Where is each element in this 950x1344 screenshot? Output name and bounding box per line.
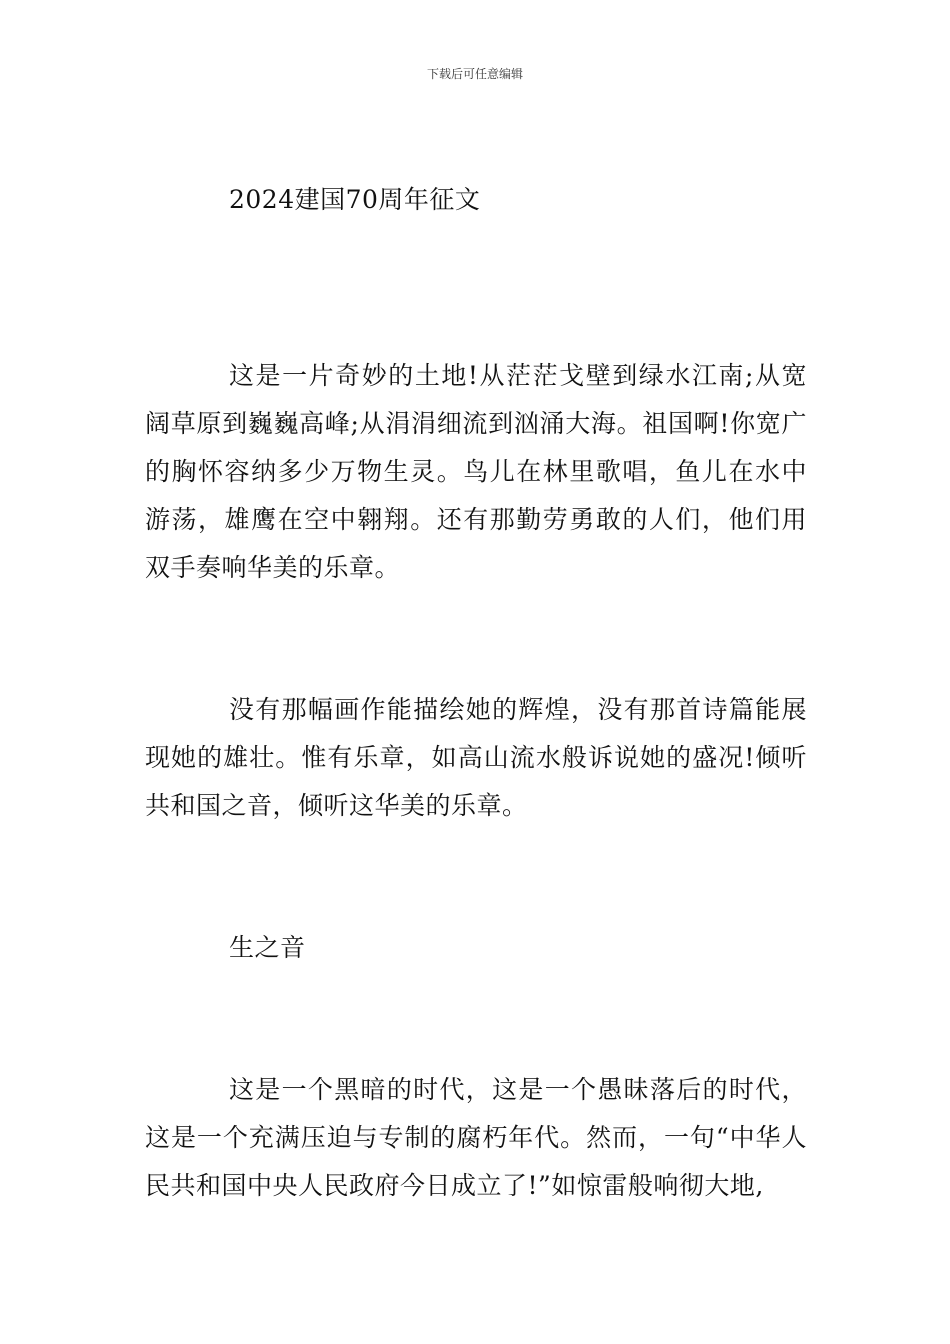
section-subtitle: 生之音	[229, 933, 306, 962]
spacer	[145, 220, 807, 352]
spacer	[145, 972, 807, 1066]
spacer	[145, 830, 807, 924]
paragraph-3: 这是一个黑暗的时代，这是一个愚昧落后的时代，这是一个充满压迫与专制的腐朽年代。然而，一句“中华人民共和国中央人民政府今日成立了!”如惊雷般响彻大地,	[145, 1075, 807, 1200]
spacer	[145, 592, 807, 686]
document-title: 2024建国70周年征文	[229, 185, 481, 214]
header-note: 下载后可任意编辑	[426, 67, 523, 81]
paragraph-1: 这是一片奇妙的土地!从茫茫戈壁到绿水江南;从宽阔草原到巍巍高峰;从涓涓细流到汹涌大海。祖国啊!你宽广的胸怀容纳多少万物生灵。鸟儿在林里歌唱，鱼儿在水中游荡，雄鹰在空中翱翔。还有那勤劳勇敢的人们，他们用双手奏响华美的乐章。	[145, 361, 807, 582]
document-body	[145, 180, 807, 1210]
paragraph-2: 没有那幅画作能描绘她的辉煌，没有那首诗篇能展现她的雄壮。惟有乐章，如高山流水般诉说她的盛况!倾听共和国之音，倾听这华美的乐章。	[145, 695, 807, 820]
